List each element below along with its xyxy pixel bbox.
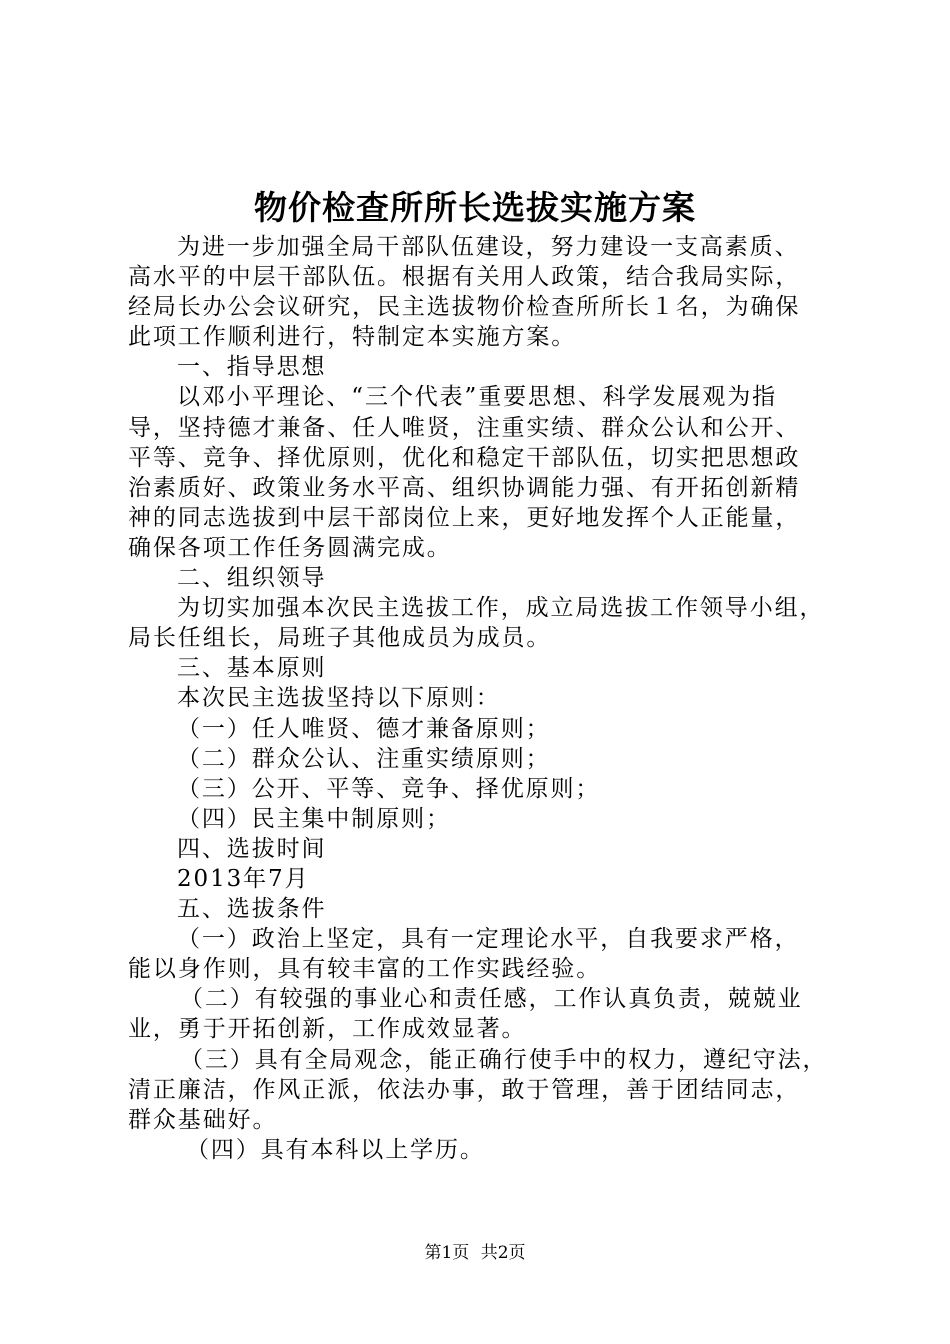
paragraph-line: 高水平的中层干部队伍。根据有关用人政策，结合我局实际， — [128, 264, 801, 291]
page-number-current: 第1页 — [424, 1243, 470, 1263]
list-item: （一）任人唯贤、德才兼备原则； — [177, 715, 551, 742]
paragraph-line: 为进一步加强全局干部队伍建设，努力建设一支高素质、 — [177, 234, 800, 260]
page-footer — [0, 1241, 950, 1265]
paragraph-line: 经局长办公会议研究，民主选拔物价检查所所长１名，为确保 — [128, 294, 801, 321]
paragraph-line: 神的同志选拔到中层干部岗位上来，更好地发挥个人正能量， — [128, 504, 801, 531]
section-heading: 四、选拔时间 — [177, 835, 327, 862]
paragraph-line: 治素质好、政策业务水平高、组织协调能力强、有开拓创新精 — [128, 474, 801, 501]
section-heading: 一、指导思想 — [177, 354, 327, 381]
list-item: （三）公开、平等、竞争、择优原则； — [177, 775, 601, 802]
list-item: （一）政治上坚定，具有一定理论水平，自我要求严格， — [177, 926, 800, 953]
paragraph-line: 以邓小平理论、“三个代表”重要思想、科学发展观为指 — [177, 384, 778, 411]
list-item: （二）有较强的事业心和责任感，工作认真负责，兢兢业 — [180, 986, 803, 1013]
paragraph-line: 群众基础好。 — [128, 1106, 278, 1133]
list-item: （三）具有全局观念，能正确行使手中的权力，遵纪守法， — [180, 1046, 828, 1073]
page-number-total: 共2页 — [480, 1243, 526, 1263]
paragraph-line: 为切实加强本次民主选拔工作，成立局选拔工作领导小组， — [177, 595, 825, 622]
paragraph-line: 导，坚持德才兼备、任人唯贤，注重实绩、群众公认和公开、 — [128, 414, 801, 441]
document-body — [128, 232, 828, 1165]
document-title: 物价检查所所长选拔实施方案 — [254, 188, 696, 227]
paragraph-line: 业，勇于开拓创新，工作成效显著。 — [128, 1016, 527, 1043]
list-item: （四）具有本科以上学历。 — [186, 1136, 485, 1163]
section-heading: 二、组织领导 — [177, 565, 327, 592]
paragraph-line: 此项工作顺利进行，特制定本实施方案。 — [128, 324, 577, 351]
paragraph-line: 局长任组长，局班子其他成员为成员。 — [128, 625, 552, 652]
paragraph-line: 本次民主选拔坚持以下原则： — [177, 685, 501, 712]
paragraph-line: 能以身作则，具有较丰富的工作实践经验。 — [128, 956, 602, 983]
list-item: （四）民主集中制原则； — [177, 805, 451, 832]
paragraph-line: 确保各项工作任务圆满完成。 — [128, 534, 452, 561]
section-heading: 三、基本原则 — [177, 655, 327, 682]
section-heading: 五、选拔条件 — [177, 896, 327, 923]
list-item: （二）群众公认、注重实绩原则； — [177, 745, 551, 772]
paragraph-line: 清正廉洁，作风正派，依法办事，敢于管理，善于团结同志， — [128, 1076, 801, 1103]
paragraph-line: 2013年7月 — [177, 865, 310, 892]
paragraph-line: 平等、竞争、择优原则，优化和稳定干部队伍，切实把思想政 — [128, 444, 801, 471]
